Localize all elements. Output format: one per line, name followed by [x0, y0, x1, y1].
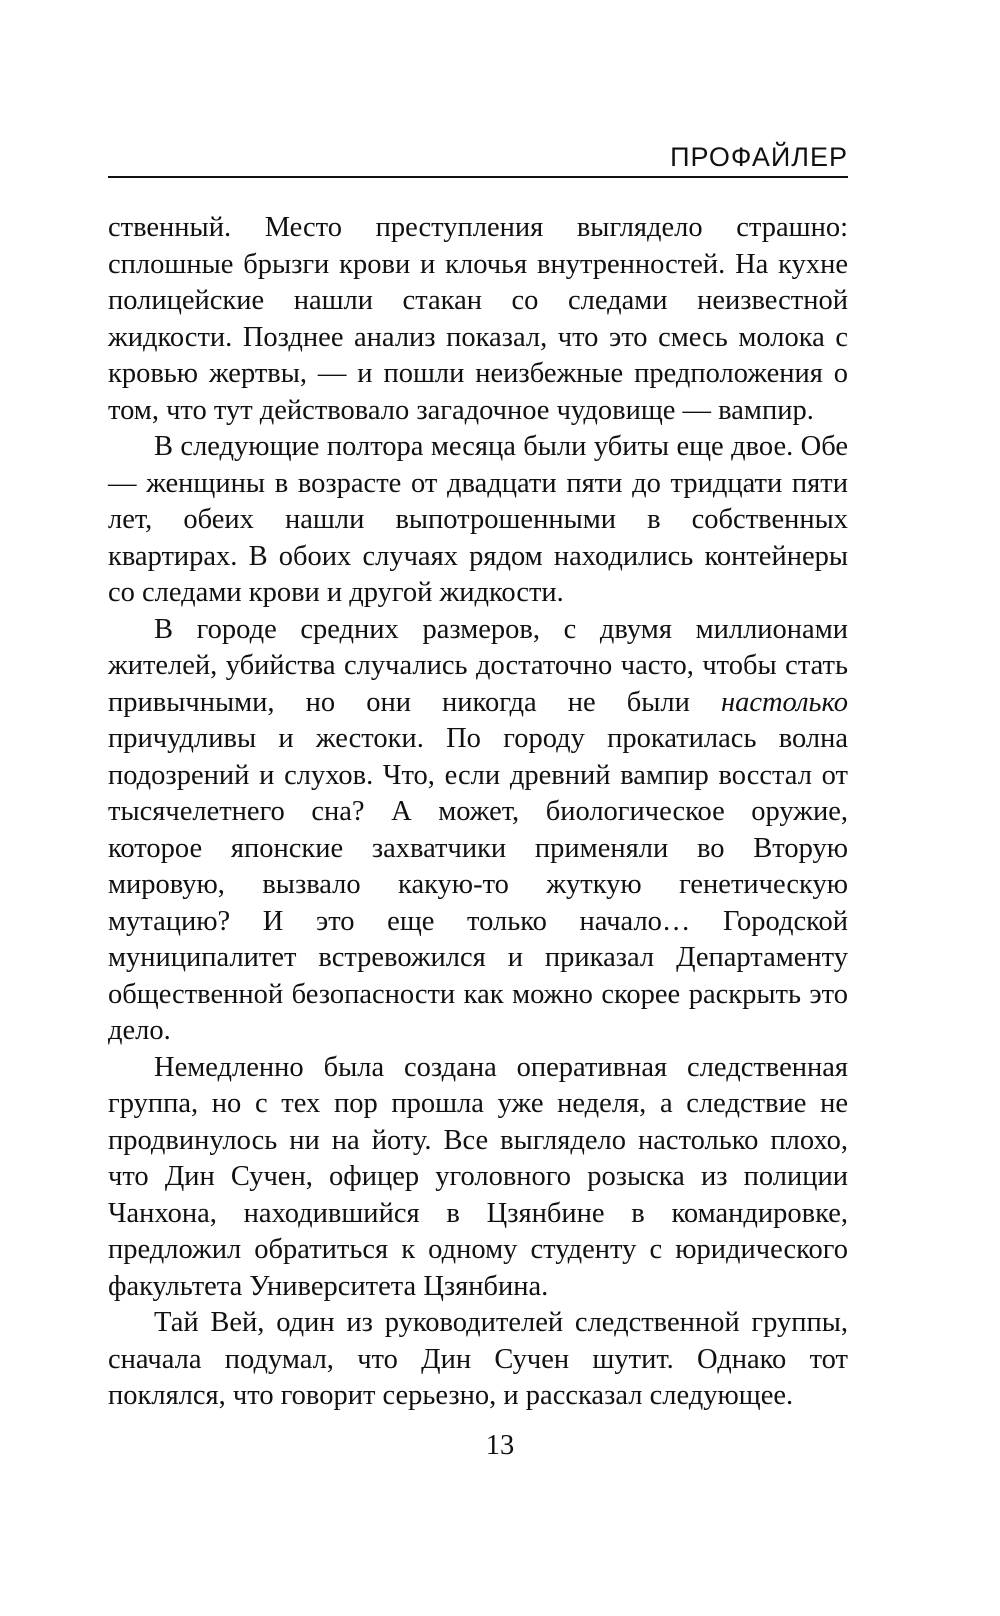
- paragraph: [108, 612, 848, 1050]
- running-title: ПРОФАЙЛЕР: [670, 142, 848, 172]
- paragraph: Немедленно была создана оперативная следственная группа, но с тех пор прошла уже неделя, а следствие не продвинулось ни на йоту. Все выглядело настолько плохо, что Дин Сучен, офицер уголовного розыска из полиции Чанхона, находившийся в Цзянбине в командировке, предложил обратиться к одному студенту с юридического факультета Университета Цзянбина.: [108, 1051, 848, 1302]
- emphasis-text: настолько: [720, 686, 848, 718]
- paragraph: В следующие полтора месяца были убиты еще двое. Обе — женщины в возрасте от двадцати пяти до тридцати пяти лет, обеих нашли выпотрошенными в собственных квартирах. В обоих случаях рядом находились контейнеры со следами крови и другой жидкости.: [108, 431, 848, 608]
- paragraph: Тай Вей, один из руководителей следственной группы, сначала подумал, что Дин Сучен шутит. Однако тот поклялся, что говорит серьезно, и рассказал следующее.: [108, 1307, 848, 1411]
- paragraph: ственный. Место преступления выглядело страшно: сплошные брызги крови и клочья внутренностей. На кухне полицейские нашли стакан со следами неизвестной жидкости. Позднее анализ показал, что это смесь молока с кровью жертвы, — и пошли неизбежные предположения о том, что тут действовало загадочное чудовище — вампир.: [108, 212, 848, 426]
- running-header: [108, 140, 848, 178]
- paragraph-text: причудливы и жестоки. По городу прокатилась волна подозрений и слухов. Что, если древний вампир восстал от тысячелетнего сна? А может, биологическое оружие, которое японские захватчики применяли во Вторую мировую, вызвало какую-то жуткую генетическую мутацию? И это еще только начало… Городской муниципалитет встревожился и приказал Департаменту общественной безопасности как можно скорее раскрыть это дело.: [108, 723, 848, 1046]
- page-number: 13: [485, 1430, 515, 1461]
- body-text: [108, 210, 848, 1415]
- paragraph-text: В городе средних размеров, с двумя миллионами жителей, убийства случались достаточно часто, чтобы стать привычными, но они никогда не были: [108, 613, 848, 718]
